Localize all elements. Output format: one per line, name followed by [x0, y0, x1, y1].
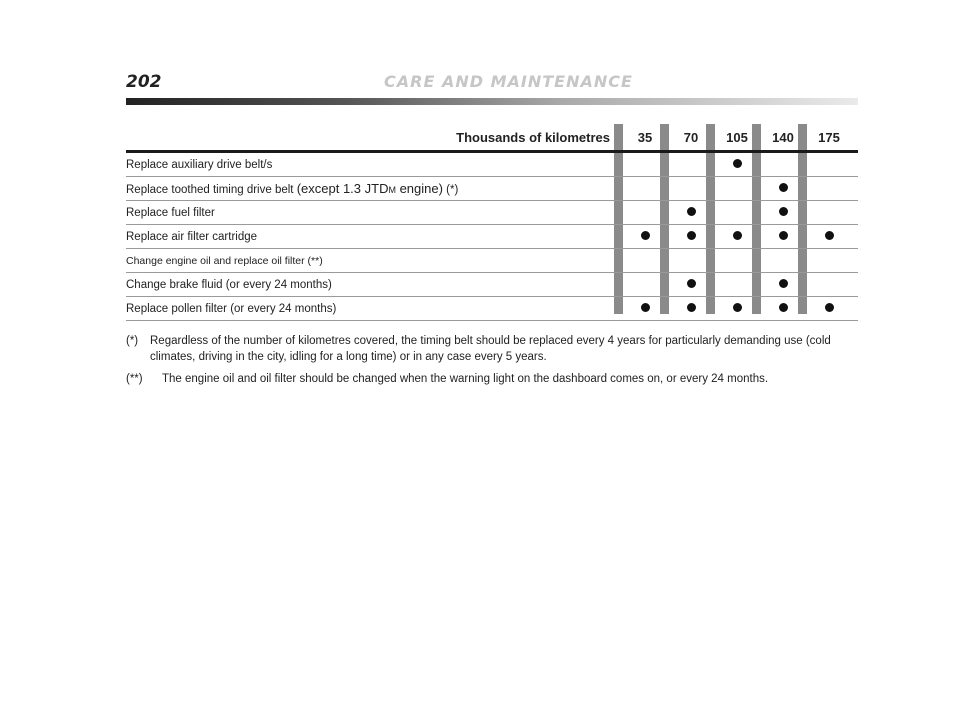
bullet-icon: [641, 231, 650, 240]
table-header-row: [126, 124, 858, 153]
table-row: [126, 153, 858, 177]
bullet-icon: [733, 303, 742, 312]
service-mark-140: [764, 231, 802, 243]
bullet-icon: [825, 303, 834, 312]
column-header: 105: [726, 129, 748, 145]
maintenance-table: [126, 124, 858, 321]
footnote-mark: (*): [126, 335, 139, 347]
page-heading: CARE AND MAINTENANCE: [384, 72, 633, 91]
table-row: [126, 273, 858, 297]
column-header: 175: [818, 129, 840, 145]
page-number: 202: [126, 72, 162, 92]
service-mark-140: [764, 183, 802, 195]
service-mark-175: [810, 303, 848, 315]
row-label: Replace pollen filter (or every 24 months): [126, 302, 337, 315]
footnotes: [126, 333, 858, 393]
service-mark-70: [672, 303, 710, 315]
service-mark-140: [764, 303, 802, 315]
row-label: Replace toothed timing drive belt (except 1.3 JTDM engine) (*): [126, 181, 459, 196]
table-row: [126, 225, 858, 249]
service-mark-70: [672, 231, 710, 243]
service-mark-140: [764, 207, 802, 219]
service-mark-70: [672, 279, 710, 291]
row-label: Change engine oil and replace oil filter (**): [126, 254, 323, 267]
row-label: Replace fuel filter: [126, 206, 215, 219]
service-mark-105: [718, 303, 756, 315]
bullet-icon: [733, 159, 742, 168]
table-row: [126, 201, 858, 225]
service-mark-35: [626, 231, 664, 243]
bullet-icon: [733, 231, 742, 240]
header-rule: [126, 98, 858, 105]
footnote-text: Regardless of the number of kilometres covered, the timing belt should be replaced every 4 years for particularly demanding use (cold climates, driving in the city, idling for a long time) or in any case every 5 years.: [150, 335, 831, 363]
bullet-icon: [687, 279, 696, 288]
bullet-icon: [779, 183, 788, 192]
bullet-icon: [687, 231, 696, 240]
row-label: Replace auxiliary drive belt/s: [126, 158, 273, 171]
table-row: [126, 297, 858, 321]
bullet-icon: [779, 303, 788, 312]
bullet-icon: [641, 303, 650, 312]
footnote-mark: (**): [126, 373, 143, 385]
table-row: [126, 249, 858, 273]
bullet-icon: [825, 231, 834, 240]
row-label: Change brake fluid (or every 24 months): [126, 278, 332, 291]
service-mark-105: [718, 159, 756, 171]
table-row: [126, 177, 858, 201]
service-mark-140: [764, 279, 802, 291]
row-label: Replace air filter cartridge: [126, 230, 258, 243]
bullet-icon: [687, 207, 696, 216]
header-label: Thousands of kilometres: [456, 129, 610, 145]
service-mark-175: [810, 231, 848, 243]
bullet-icon: [779, 231, 788, 240]
bullet-icon: [779, 207, 788, 216]
service-mark-70: [672, 207, 710, 219]
footnote: [126, 333, 858, 365]
service-mark-35: [626, 303, 664, 315]
column-header: 70: [683, 129, 699, 145]
column-header: 35: [637, 129, 653, 145]
bullet-icon: [779, 279, 788, 288]
bullet-icon: [687, 303, 696, 312]
service-mark-105: [718, 231, 756, 243]
column-header: 140: [772, 129, 794, 145]
footnote: [126, 371, 858, 387]
footnote-text: The engine oil and oil filter should be changed when the warning light on the dashboard comes on, or every 24 months.: [162, 373, 769, 385]
